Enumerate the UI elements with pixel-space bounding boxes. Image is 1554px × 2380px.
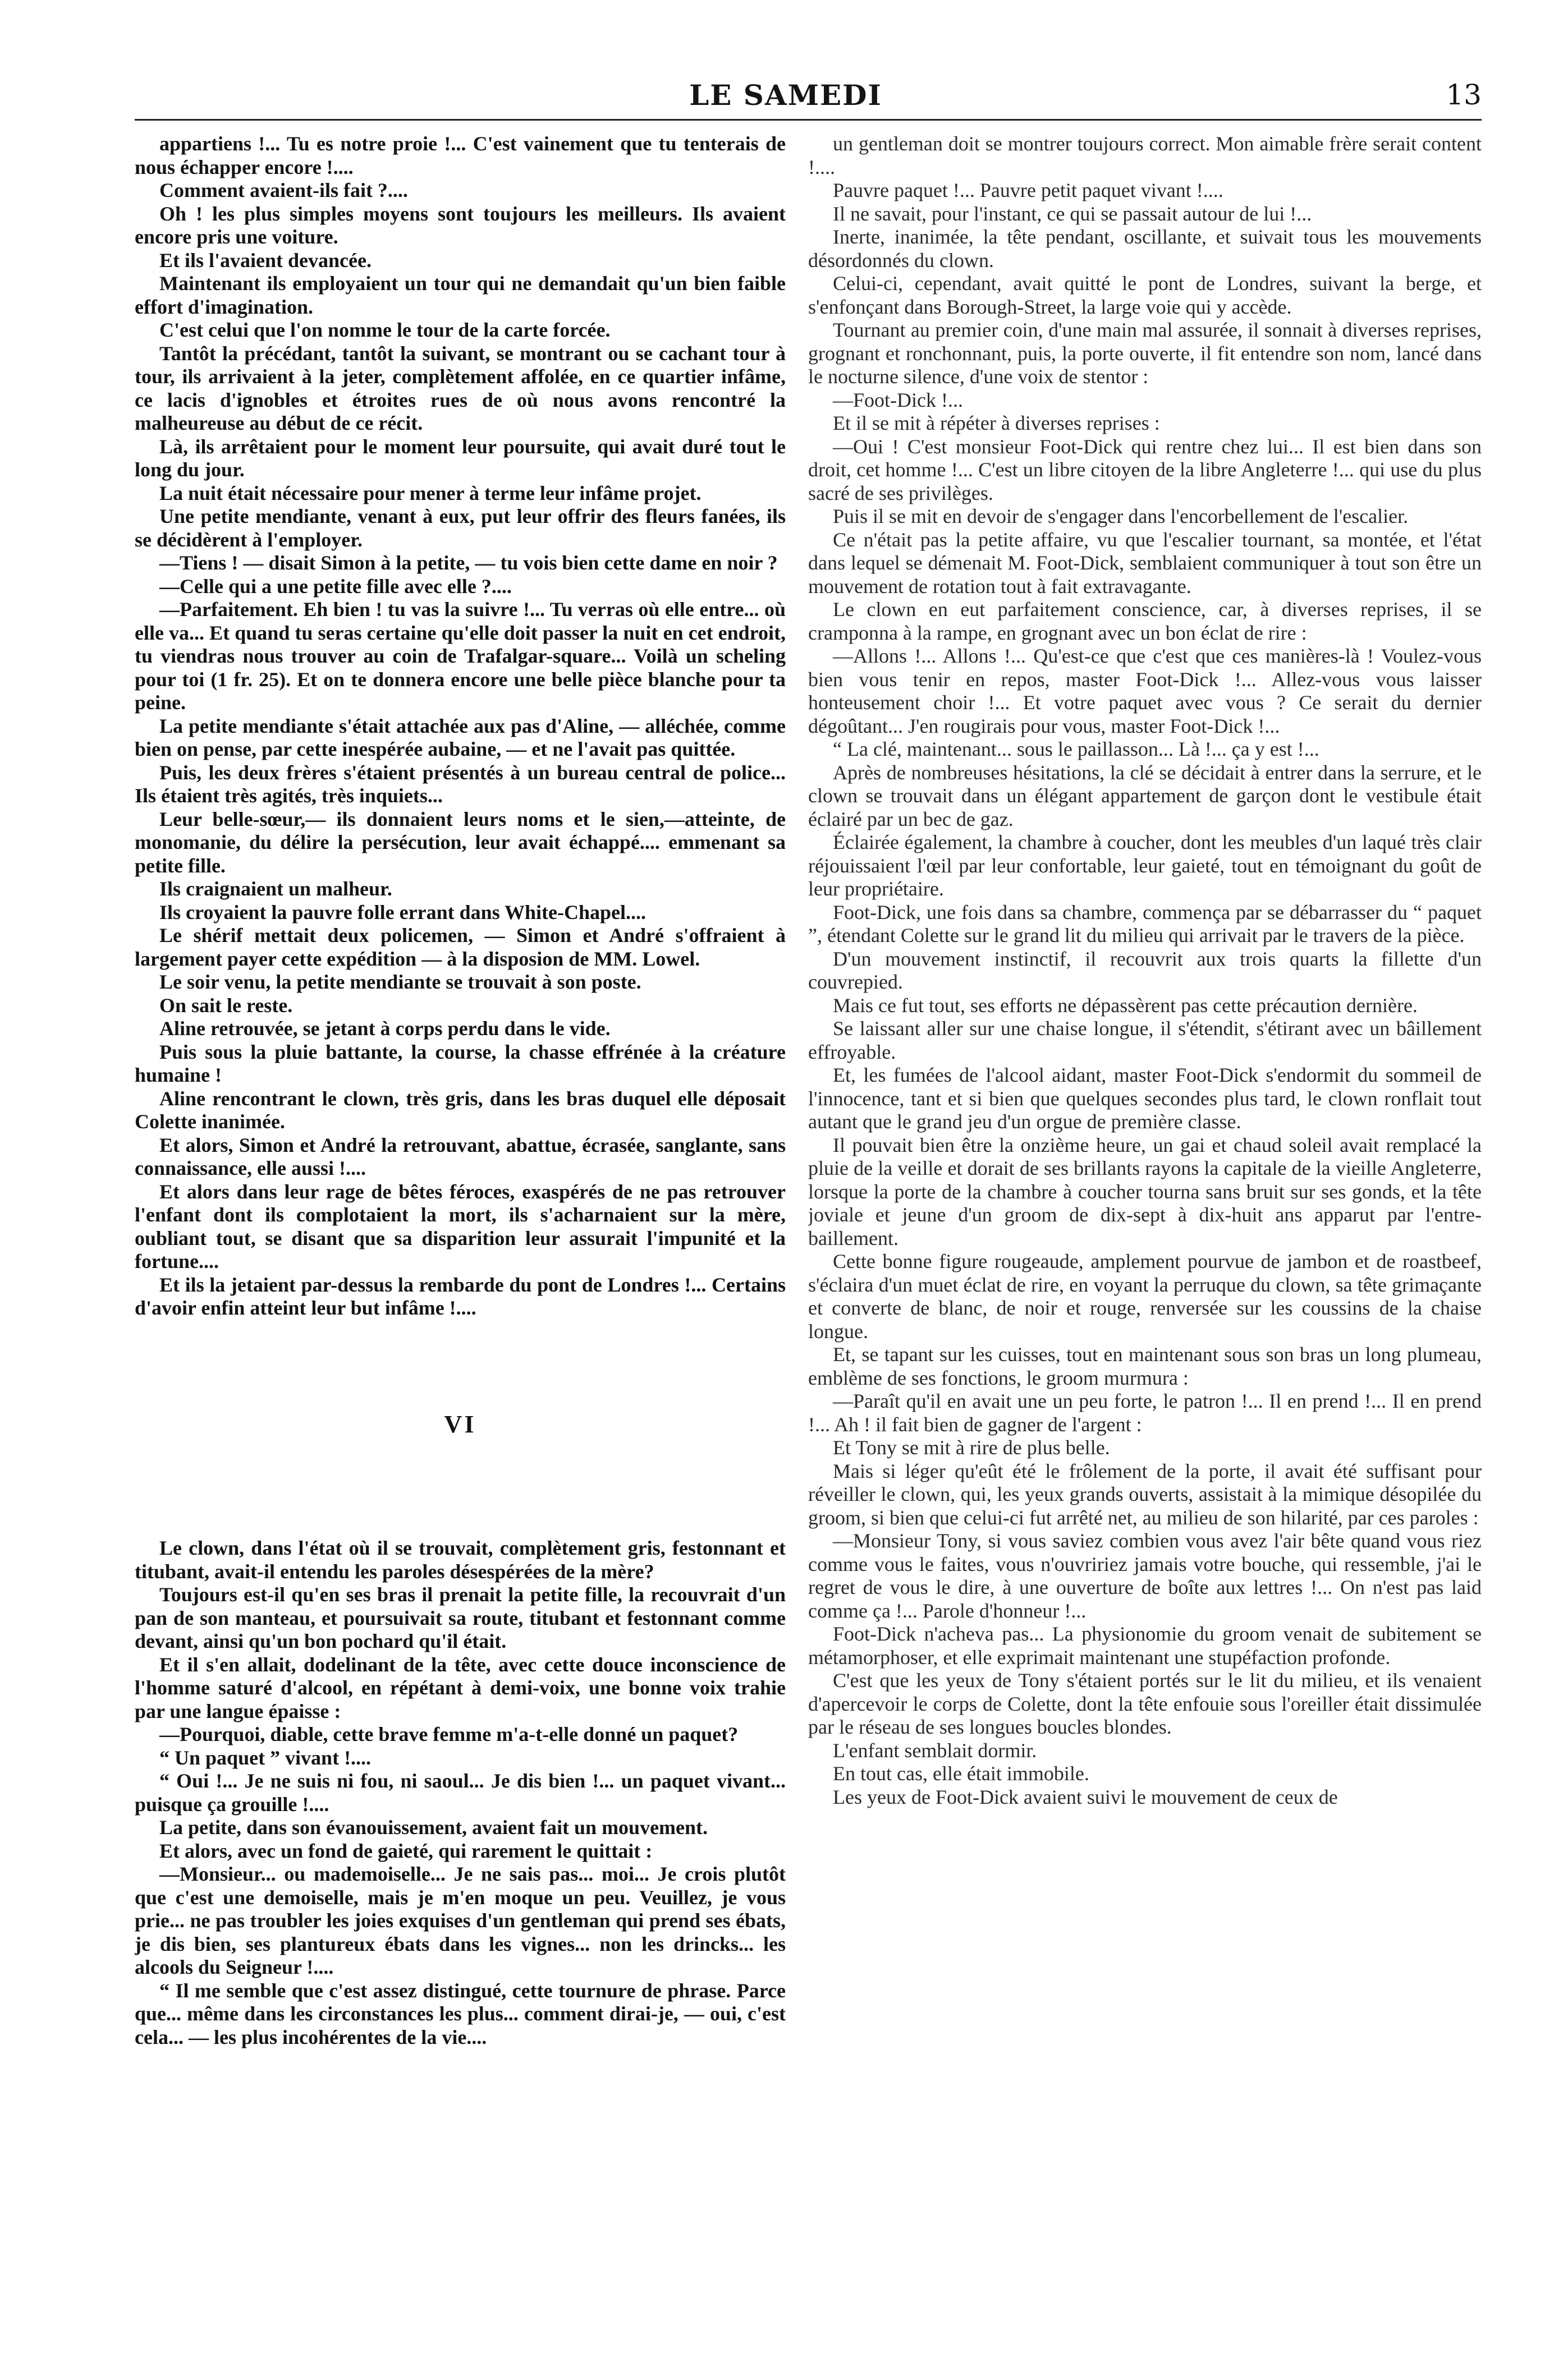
paragraph: La petite mendiante s'était attachée aux pas d'Aline, — alléchée, comme bien on pense, par cette inespérée aubaine, — et ne l'avait pas quittée. [135, 714, 786, 760]
paragraph: Le soir venu, la petite mendiante se trouvait à son poste. [159, 971, 641, 993]
paragraph: “ Un paquet ” vivant !.... [159, 1746, 372, 1769]
paragraph: C'est que les yeux de Tony s'étaient portés sur le lit du milieu, et ils venaient d'apercevoir le corps de Colette, dont la tête enfouie sous l'oreiller était dissimulée par le réseau de ses longues boucles blondes. [808, 1669, 1482, 1738]
paragraph: Il pouvait bien être la onzième heure, un gai et chaud soleil avait remplacé la pluie de la veille et dorait de ses brillants rayons la capitale de la vieille Angleterre, lorsque la porte de la chambre à coucher tourna sans bruit sur ses gonds, et la tête joviale et jeune d'un groom de dix-sept à dix-huit ans apparut par l'entre-baillement. [808, 1133, 1482, 1249]
paragraph: Cette bonne figure rougeaude, amplement pourvue de jambon et de roastbeef, s'éclaira d'un muet éclat de rire, en voyant la perruque du clown, sa tête grimaçante et converte de blanc, de noir et rouge, renversée sur les coussins de la chaise longue. [808, 1250, 1482, 1343]
page-title: LE SAMEDI [689, 79, 882, 112]
paragraph: Toujours est-il qu'en ses bras il prenait la petite fille, la recouvrait d'un pan de son manteau, et poursuivait sa route, titubant et festonnant comme devant, ainsi qu'un bon pochard qu'il était. [135, 1583, 786, 1652]
paragraph: Là, ils arrêtaient pour le moment leur poursuite, qui avait duré tout le long du jour. [135, 435, 786, 481]
paragraph: Le shérif mettait deux policemen, — Simon et André s'offraient à largement payer cette expédition — à la disposion de MM. Lowel. [135, 924, 786, 970]
paragraph: un gentleman doit se montrer toujours correct. Mon aimable frère serait content !.... [808, 132, 1482, 178]
paragraph: Et, les fumées de l'alcool aidant, master Foot-Dick s'endormit du sommeil de l'innocence, tant et si bien que quelques secondes plus tard, le clown ronflait tout autant que le grand jeu d'un orgue de première classe. [808, 1064, 1482, 1133]
left-column-text-after-chapter [135, 1537, 786, 2049]
right-column-text [808, 132, 1482, 1809]
paragraph: Ils craignaient un malheur. [159, 877, 392, 900]
paragraph: “ La clé, maintenant... sous le paillasson... Là !... ça y est !... [833, 738, 1319, 760]
paragraph: —Tiens ! — disait Simon à la petite, — tu vois bien cette dame en noir ? [159, 552, 778, 574]
paragraph: Ils croyaient la pauvre folle errant dans White-Chapel.... [159, 900, 646, 923]
paragraph: Tournant au premier coin, d'une main mal assurée, il sonnait à diverses reprises, grognant et ronchonnant, puis, la porte ouverte, il fit entendre son nom, lancé dans le nocturne silence, d'une voix de stentor : [808, 319, 1482, 388]
paragraph: D'un mouvement instinctif, il recouvrit aux trois quarts la fillette d'un couvrepied. [808, 947, 1482, 993]
paragraph: —Oui ! C'est monsieur Foot-Dick qui rentre chez lui... Il est bien dans son droit, cet homme !... C'est un libre citoyen de la libre Angleterre !... qui use du plus sacré de ses privilèges. [808, 435, 1482, 504]
paragraph: Foot-Dick n'acheva pas... La physionomie du groom venait de subitement se métamorphoser, et elle exprimait maintenant une stupéfaction profonde. [808, 1623, 1482, 1669]
paragraph: Il ne savait, pour l'instant, ce qui se passait autour de lui !... [833, 202, 1312, 225]
paragraph: Pauvre paquet !... Pauvre petit paquet vivant !.... [833, 179, 1223, 201]
paragraph: Le clown, dans l'état où il se trouvait, complètement gris, festonnant et titubant, avait-il entendu les paroles désespérées de la mère? [135, 1537, 786, 1583]
paragraph: Puis il se mit en devoir de s'engager dans l'encorbellement de l'escalier. [833, 505, 1409, 527]
left-column [135, 132, 786, 2332]
left-column-text-before-chapter [135, 132, 786, 1320]
paragraph: Le clown en eut parfaitement conscience, car, à diverses reprises, il se cramponna à la rampe, en grognant avec un bon éclat de rire : [808, 598, 1482, 644]
paragraph: —Foot-Dick !... [833, 388, 963, 411]
paragraph: Et ils la jetaient par-dessus la rembarde du pont de Londres !... Certains d'avoir enfin atteint leur but infâme !.... [135, 1273, 786, 1319]
paragraph: —Paraît qu'il en avait une un peu forte, le patron !... Il en prend !... Il en prend !... Ah ! il fait bien de gagner de l'argent : [808, 1390, 1482, 1436]
paragraph: La petite, dans son évanouissement, avaient fait un mouvement. [159, 1816, 708, 1839]
paragraph: Et il s'en allait, dodelinant de la tête, avec cette douce inconscience de l'homme saturé d'alcool, en répétant à demi-voix, une bonne voix trahie par une langue épaisse : [135, 1653, 786, 1722]
paragraph: Ce n'était pas la petite affaire, vu que l'escalier tournant, sa montée, et l'état dans lequel se démenait M. Foot-Dick, semblaient communiquer à tout son être un mouvement de rotation tout à fait extravagante. [808, 528, 1482, 598]
paragraph: Puis sous la pluie battante, la course, la chasse effrénée à la créature humaine ! [135, 1040, 786, 1086]
paragraph: Et, se tapant sur les cuisses, tout en maintenant sous son bras un long plumeau, emblème de ses fonctions, le groom murmura : [808, 1343, 1482, 1389]
paragraph: Se laissant aller sur une chaise longue, il s'étendit, s'étirant avec un bâillement effroyable. [808, 1017, 1482, 1063]
paragraph: Mais ce fut tout, ses efforts ne dépassèrent pas cette précaution dernière. [833, 994, 1418, 1017]
paragraph: Et il se mit à répéter à diverses reprises : [833, 412, 1160, 434]
paragraph: Foot-Dick, une fois dans sa chambre, commença par se débarrasser du “ paquet ”, étendant Colette sur le grand lit du milieu qui arrivait par le travers de la pièce. [808, 900, 1482, 947]
paragraph: Celui-ci, cependant, avait quitté le pont de Londres, suivant la berge, et s'enfonçant dans Borough-Street, la large voie qui y accède. [808, 272, 1482, 318]
paragraph: Leur belle-sœur,— ils donnaient leurs noms et le sien,—atteinte, de monomanie, du délire la persécution, leur avait échappé.... emmenant sa petite fille. [135, 807, 786, 877]
paragraph: Et alors dans leur rage de bêtes féroces, exaspérés de ne pas retrouver l'enfant dont ils complotaient la mort, ils s'acharnaient sur la mère, oubliant tout, se disant que sa disparition leur assurait l'impunité et la fortune.... [135, 1180, 786, 1272]
paragraph: —Allons !... Allons !... Qu'est-ce que c'est que ces manières-là ! Voulez-vous bien vous tenir en repos, master Foot-Dick !... Allez-vous vous laisser honteusement choir !... Et votre paquet avec vous ? Ce serait du dernier dégoûtant... J'en rougirais pour vous, master Foot-Dick !... [808, 645, 1482, 737]
paragraph: Les yeux de Foot-Dick avaient suivi le mouvement de ceux de [833, 1785, 1338, 1808]
header-rule [135, 119, 1482, 121]
paragraph: “ Oui !... Je ne suis ni fou, ni saoul... Je dis bien !... un paquet vivant... puisque ça grouille !.... [135, 1770, 786, 1816]
paragraph: —Celle qui a une petite fille avec elle ?.... [159, 575, 512, 598]
paragraph: C'est celui que l'on nomme le tour de la carte forcée. [159, 319, 611, 341]
paragraph: Tantôt la précédant, tantôt la suivant, se montrant ou se cachant tour à tour, ils arrivaient à la jeter, complètement affolée, en ce quartier infâme, ce lacis d'ignobles et étroites rues de où nous avons rencontré la malheureuse au début de ce récit. [135, 342, 786, 434]
paragraph: Comment avaient-ils fait ?.... [159, 179, 408, 201]
paragraph: —Monsieur... ou mademoiselle... Je ne sais pas... moi... Je crois plutôt que c'est une demoiselle, mais je m'en moque un peu. Veuillez, je vous prie... ne pas troubler les joies exquises d'un gentleman qui prend ses ébats, je dis bien, ses plantureux ébats dans les vignes... non les drincks... les alcools du Seigneur !.... [135, 1863, 786, 1978]
right-column [808, 132, 1482, 2332]
paragraph: En tout cas, elle était immobile. [833, 1762, 1089, 1785]
paragraph: Aline retrouvée, se jetant à corps perdu dans le vide. [159, 1017, 611, 1040]
paragraph: Et ils l'avaient devancée. [159, 249, 372, 272]
paragraph: —Parfaitement. Eh bien ! tu vas la suivre !... Tu verras où elle entre... où elle va... Et quand tu seras certaine qu'elle doit passer la nuit en cet endroit, tu viendras nous trouver au coin de Trafalgar-square... Voilà un scheling pour toi (1 fr. 25). Et on te donnera encore une belle pièce blanche pour ta peine. [135, 598, 786, 714]
paragraph: Et Tony se mit à rire de plus belle. [833, 1436, 1110, 1459]
page-number: 13 [1446, 79, 1482, 111]
paragraph: On sait le reste. [159, 994, 293, 1017]
paragraph: “ Il me semble que c'est assez distingué, cette tournure de phrase. Parce que... même dans les circonstances les plus... comment dirai-je, — oui, c'est cela... — les plus incohérentes de la vie.... [135, 1979, 786, 2048]
paragraph: appartiens !... Tu es notre proie !... C'est vainement que tu tenterais de nous échapper encore !.... [135, 132, 786, 178]
paragraph: Oh ! les plus simples moyens sont toujours les meilleurs. Ils avaient encore pris une voiture. [135, 202, 786, 248]
paragraph: La nuit était nécessaire pour mener à terme leur infâme projet. [159, 481, 702, 504]
paragraph: Et alors, Simon et André la retrouvant, abattue, écrasée, sanglante, sans connaissance, elle aussi !.... [135, 1133, 786, 1179]
paragraph: Aline rencontrant le clown, très gris, dans les bras duquel elle déposait Colette inanimée. [135, 1087, 786, 1133]
paragraph: L'enfant semblait dormir. [833, 1739, 1037, 1762]
paragraph: —Pourquoi, diable, cette brave femme m'a-t-elle donné un paquet? [159, 1723, 739, 1745]
paragraph: —Monsieur Tony, si vous saviez combien vous avez l'air bête quand vous riez comme vous le faites, vous n'ouvririez jamais votre bouche, qui ressemble, j'ai le regret de vous le dire, à une ouverture de boîte aux lettres !... On n'est pas laid comme ça !... Parole d'honneur !... [808, 1529, 1482, 1622]
paragraph: Éclairée également, la chambre à coucher, dont les meubles d'un laqué très clair réjouissaient l'œil par leur confortable, leur gaieté, tout en témoignant du goût de leur propriétaire. [808, 831, 1482, 900]
paragraph: Après de nombreuses hésitations, la clé se décidait à entrer dans la serrure, et le clown se trouvait dans un élégant appartement de garçon dont le vestibule était éclairé par un bec de gaz. [808, 761, 1482, 830]
paragraph: Inerte, inanimée, la tête pendant, oscillante, et suivait tous les mouvements désordonnés du clown. [808, 226, 1482, 272]
paragraph: Et alors, avec un fond de gaieté, qui rarement le quittait : [159, 1839, 653, 1862]
paragraph: Mais si léger qu'eût été le frôlement de la porte, il avait été suffisant pour réveiller le clown, qui, les yeux grands ouverts, assistait à la mimique désopilée du groom, si bien que celui-ci fut arrêté net, au milieu de son hilarité, par ces paroles : [808, 1459, 1482, 1529]
paragraph: Maintenant ils employaient un tour qui ne demandait qu'un bien faible effort d'imagination. [135, 272, 786, 318]
paragraph: Une petite mendiante, venant à eux, put leur offrir des fleurs fanées, ils se décidèrent à l'employer. [135, 505, 786, 551]
paragraph: Puis, les deux frères s'étaient présentés à un bureau central de police... Ils étaient très agités, très inquiets... [135, 761, 786, 807]
chapter-heading: VI [444, 1410, 476, 1438]
